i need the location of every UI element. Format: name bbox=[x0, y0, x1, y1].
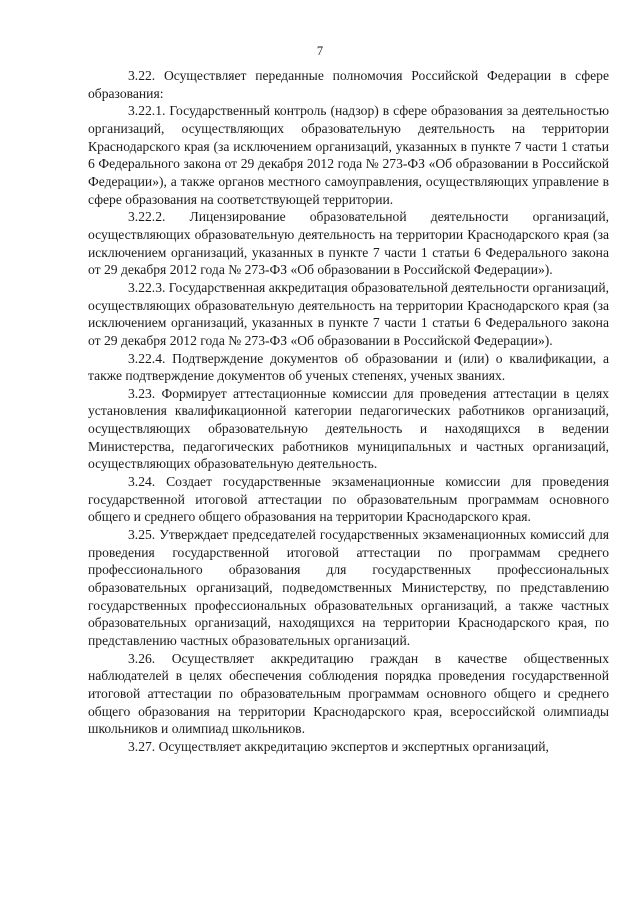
paragraph-3-25: 3.25. Утверждает председателей государственных экзаменационных комиссий для проведения государственной итоговой аттестации по программам среднего профессионального образования для государственных профессиональных образовательных организаций, подведомственных Министерству, по представлению государственных профессиональных образовательных организаций, а также частных образовательных организаций, находящихся на территории Краснодарского края, по представлению частных образовательных организаций. bbox=[88, 527, 609, 648]
paragraph-3-22-4: 3.22.4. Подтверждение документов об образовании и (или) о квалификации, а также подтверждение документов об ученых степенях, ученых званиях. bbox=[88, 350, 609, 384]
paragraph-3-23: 3.23. Формирует аттестационные комиссии для проведения аттестации в целях установления квалификационной категории педагогических работников организаций, осуществляющих образовательную деятельность и находящихся в ведении Министерства, педагогических работников муниципальных и частных организаций, осуществляющих образовательную деятельность. bbox=[88, 385, 609, 472]
paragraph-3-26: 3.26. Осуществляет аккредитацию граждан в качестве общественных наблюдателей в целях обеспечения соблюдения порядка проведения государственной итоговой аттестации по образовательным программам основного общего и среднего общего образования на территории Краснодарского края, всероссийской олимпиады школьников и олимпиад школьников. bbox=[88, 650, 609, 737]
paragraph-3-22-1: 3.22.1. Государственный контроль (надзор) в сфере образования за деятельностью организаций, осуществляющих образовательную деятельность на территории Краснодарского края (за исключением организаций, указанных в пункте 7 части 1 статьи 6 Федерального закона от 29 декабря 2012 года № 273-ФЗ «Об образовании в Российской Федерации»), а также органов местного самоуправления, осуществляющих управление в сфере образования на соответствующей территории. bbox=[88, 103, 609, 207]
paragraph-3-22-2: 3.22.2. Лицензирование образовательной деятельности организаций, осуществляющих образовательную деятельность на территории Краснодарского края (за исключением организаций, указанных в пункте 7 части 1 статьи 6 Федерального закона от 29 декабря 2012 года № 273-ФЗ «Об образовании в Российской Федерации»). bbox=[88, 209, 609, 278]
paragraph-3-24: 3.24. Создает государственные экзаменационные комиссии для проведения государственной итоговой аттестации по образовательным программам основного общего и среднего общего образования на территории Краснодарского края. bbox=[88, 474, 609, 525]
page-number: 7 bbox=[316, 44, 324, 58]
paragraph-3-22-3: 3.22.3. Государственная аккредитация образовательной деятельности организаций, осуществляющих образовательную деятельность на территории Краснодарского края (за исключением организаций, указанных в пункте 7 части 1 статьи 6 Федерального закона от 29 декабря 2012 года № 273-ФЗ «Об образовании в Российской Федерации»). bbox=[88, 279, 609, 348]
paragraph-3-22: 3.22. Осуществляет переданные полномочия Российской Федерации в сфере образования: bbox=[88, 68, 609, 101]
paragraph-3-27: 3.27. Осуществляет аккредитацию экспертов и экспертных организаций, bbox=[128, 738, 549, 754]
document-body bbox=[88, 67, 609, 756]
